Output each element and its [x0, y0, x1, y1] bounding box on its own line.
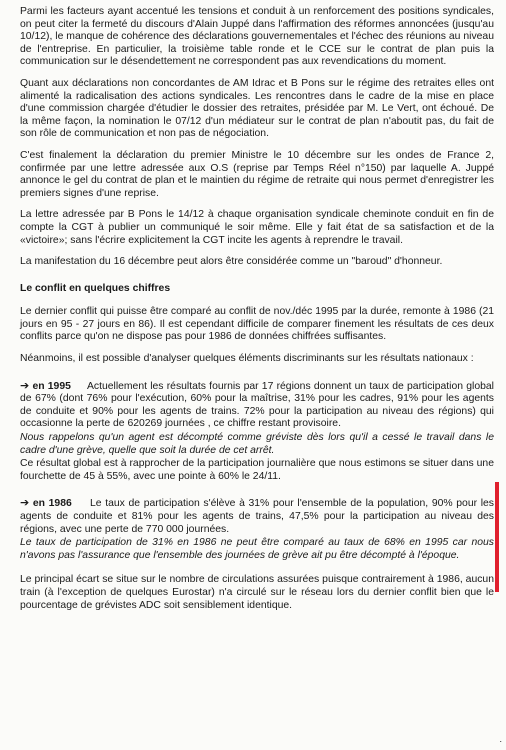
margin-highlight-bar — [495, 482, 499, 592]
corner-mark: . — [499, 734, 502, 744]
paragraph-retraites: Quant aux déclarations non concordantes de AM Idrac et B Pons sur le régime des retraites elles ont alimenté la radicalisation des actions syndicales. Les rencontres dans le cadre de la mise en place d'une commission chargée d'étudier le dossier des retraites, présidée par M. Le Vert, ont échoué. De la même façon, la nomination le 07/12 d'un médiateur sur le contrat de plan n'aboutit pas, du fait de son rôle de communication et non pas de négociation. — [20, 77, 494, 140]
paragraph-declaration: C'est finalement la déclaration du premier Ministre le 10 décembre sur les ondes de France 2, confirmée par une lettre adressée aux O.S (reprise par Temps Réel n°150) par laquelle A. Juppé annonce le gel du contrat de plan et le maintien du régime de retraite qui nous permet d'enregistrer les premiers signes d'une reprise. — [20, 149, 494, 199]
document-page — [20, 6, 494, 621]
note-1986: Le taux de participation de 31% en 1986 ne peut être comparé au taux de 68% en 1995 car nous n'avons pas l'assurance que l'ensemble des journées de grève ait pu être décompté à l'époque. — [20, 537, 494, 561]
arrow-right-icon: ➔ — [20, 379, 30, 392]
text-1995: Actuellement les résultats fournis par 17 régions donnent un taux de participation global de 67% (dont 76% pour l'exécution, 60% pour la maîtrise, 31% pour les cadres, 91% pour les agents de conduite et 90% pour les agents de trains. 72% pour la participation au niveau des régions) qui occasionne la perte de 620269 journées , ce chiffre restant provisoire. — [20, 380, 494, 430]
text-1995-after: Ce résultat global est à rapprocher de la participation journalière que nous estimons se situer dans une fourchette de 45 à 55%, avec une pointe à 60% le 24/11. — [20, 458, 494, 482]
paragraph-factors: Parmi les facteurs ayant accentué les tensions et conduit à un renforcement des positions syndicales, on peut citer la fermeté du discours d'Alain Juppé dans l'affirmation des réformes annoncées (jusqu'au 10/12), le manque de cohérence des déclarations gouvernementales et l'échec des réunions au niveau de l'entreprise. En particulier, la troisième table ronde et le CCE sur le contrat de plan puis la communication sur le désendettement ne correspondent pas aux revendications du moment. — [20, 6, 494, 68]
label-1986: en 1986 — [32, 498, 72, 510]
paragraph-lettre: La lettre adressée par B Pons le 14/12 à chaque organisation syndicale cheminote conduit en fin de compte la CGT à publier un communiqué le soir même. Elle y fait état de sa satisfaction et de la «victoire»; sans l'écrire explicitement la CGT incite les agents à reprendre le travail. — [20, 209, 494, 246]
block-1995 — [20, 380, 494, 431]
block-1986 — [20, 497, 494, 536]
note-1995: Nous rappelons qu'un agent est décompté comme gréviste dès lors qu'il a cessé le travail dans le cadre d'une grève, quelle que soit la durée de cet arrêt. — [20, 432, 494, 456]
paragraph-closing: Le principal écart se situe sur le nombre de circulations assurées puisque contrairement à 1986, aucun train (à l'exception de quelques Eurostar) n'a circulé sur le réseau lors du dernier conflit bien que le pourcentage de grévistes ADC soit sensiblement identique. — [20, 574, 494, 611]
arrow-right-icon: ➔ — [20, 497, 30, 510]
text-1986: Le taux de participation s'élève à 31% pour l'ensemble de la population, 90% pour les agents de conduite et 81% pour les agents de trains, 47,5% pour la participation au niveau des régions, avec une perte de 770 000 journées. — [20, 498, 494, 535]
paragraph-intro-comparison: Le dernier conflit qui puisse être comparé au conflit de nov./déc 1995 par la durée, remonte à 1986 (21 jours en 95 - 27 jours en 86). Il est cependant difficile de comparer finement les résultats de ces deux conflits parce qu'on ne dispose pas pour 1986 de données chiffrées suffisantes. — [20, 306, 494, 343]
section-title: Le conflit en quelques chiffres — [20, 282, 171, 294]
label-1995: en 1995 — [32, 380, 71, 392]
paragraph-intro-analyse: Néanmoins, il est possible d'analyser quelques éléments discriminants sur les résultats nationaux : — [20, 353, 474, 365]
paragraph-manifestation: La manifestation du 16 décembre peut alors être considérée comme un "baroud" d'honneur. — [20, 256, 443, 268]
